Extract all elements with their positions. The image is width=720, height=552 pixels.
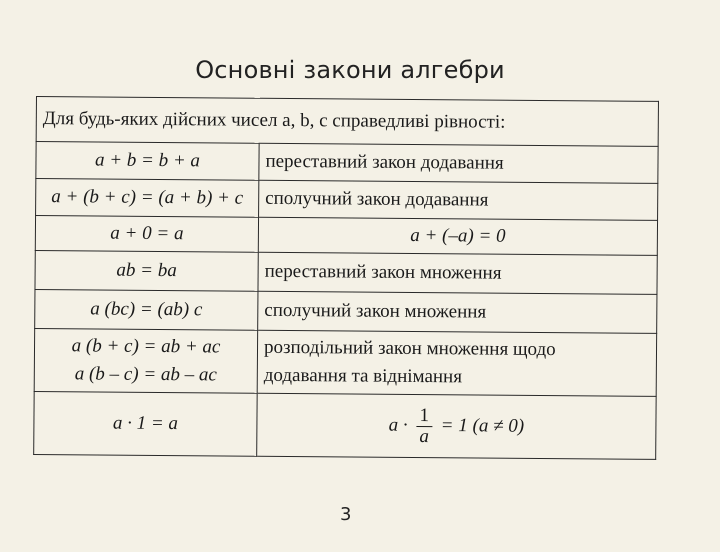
formula-cell	[34, 328, 257, 393]
fraction	[416, 405, 432, 446]
table-row	[34, 391, 656, 459]
table-row	[36, 179, 658, 221]
description-cell	[257, 393, 656, 459]
formula-line: a (b – c) = ab – ac	[74, 363, 217, 386]
table-header: Для будь-яких дійсних чисел a, b, c справедливі рівності:	[36, 97, 658, 147]
description-prefix: a ·	[388, 414, 408, 436]
description-line: розподільний закон множення щодо	[263, 336, 556, 361]
table-header-row	[36, 97, 658, 147]
description-suffix: = 1 (a ≠ 0)	[440, 414, 525, 437]
formula-line: a (b + c) = ab + ac	[71, 335, 221, 358]
fraction-denominator: a	[419, 425, 429, 447]
formula-cell: a · 1 = a	[34, 391, 257, 456]
table-row	[35, 289, 657, 333]
table-row	[36, 142, 658, 184]
table-row	[35, 250, 657, 294]
formula-cell: ab = ba	[35, 250, 258, 291]
fraction-numerator: 1	[416, 405, 432, 426]
table-row	[34, 328, 656, 396]
description-cell: переставний закон множення	[258, 252, 657, 294]
formula-cell: a + 0 = a	[35, 216, 258, 253]
formula-cell: a (bc) = (ab) c	[35, 289, 258, 330]
page-number: 3	[340, 504, 352, 525]
page-title: Основні закони алгебри	[195, 56, 505, 84]
description-line: додавання та віднімання	[263, 364, 463, 388]
description-cell: a + (–a) = 0	[258, 217, 657, 255]
formula-cell: a + (b + c) = (a + b) + c	[36, 179, 259, 218]
description-cell: сполучний закон додавання	[259, 180, 658, 220]
description-cell: сполучний закон множення	[258, 291, 657, 333]
description-cell	[257, 330, 656, 396]
description-cell: переставний закон додавання	[259, 143, 658, 183]
algebra-laws-table	[33, 96, 659, 460]
table-row	[35, 216, 657, 256]
formula-cell: a + b = b + a	[36, 142, 259, 181]
